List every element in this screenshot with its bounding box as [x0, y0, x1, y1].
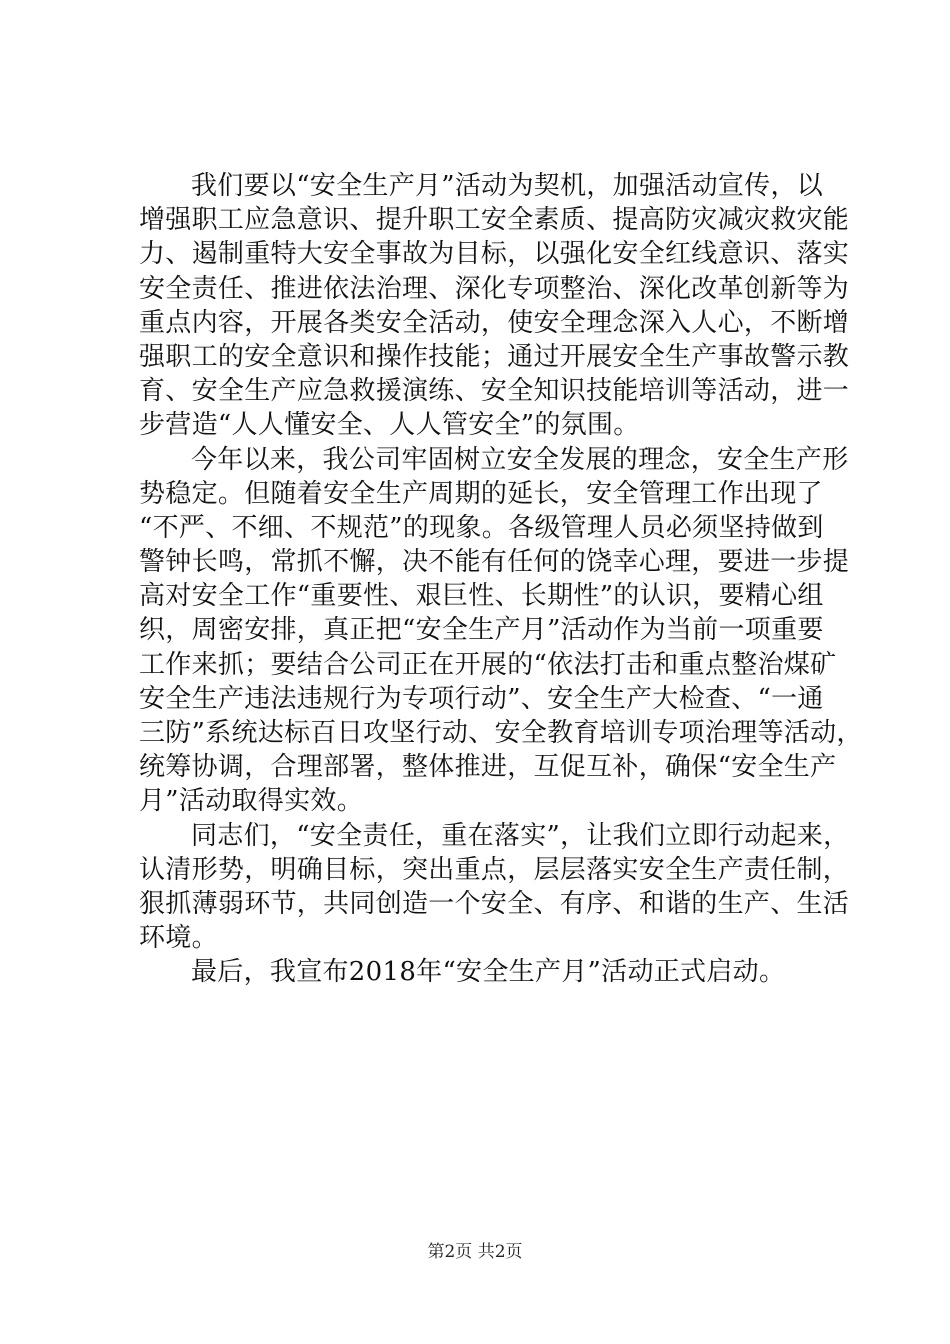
paragraph-4 — [139, 955, 841, 989]
text-line: 警钟长鸣，常抓不懈，决不能有任何的饶幸心理，要进一步提 — [139, 547, 850, 578]
text-line: 步营造“人人懂安全、人人管安全”的氛围。 — [139, 410, 640, 441]
text-line: 工作来抓；要结合公司正在开展的“依法打击和重点整治煤矿 — [139, 649, 837, 680]
text-line: 织，周密安排，真正把“安全生产月”活动作为当前一项重要 — [139, 615, 824, 646]
text-line: “不严、不细、不规范”的现象。各级管理人员必须坚持做到 — [139, 512, 824, 543]
text-line: 三防”系统达标百日攻坚行动、安全教育培训专项治理等活动， — [139, 718, 863, 748]
text-line: 增强职工应急意识、提升职工安全素质、提高防灾减灾救灾能 — [139, 205, 850, 236]
text-line: 势稳定。但随着安全生产周期的延长，安全管理工作出现了 — [139, 478, 823, 509]
text-line: 高对安全工作“重要性、艰巨性、长期性”的认识，要精心组 — [139, 581, 824, 612]
text-line: 安全责任、推进依法治理、深化专项整治、深化改革创新等为 — [139, 273, 850, 304]
text-line: 统筹协调，合理部署，整体推进，互促互补，确保“安全生产 — [139, 752, 837, 783]
text-line: 狠抓薄弱环节，共同创造一个安全、有序、和谐的生产、生活 — [139, 888, 850, 919]
text-line: 我们要以“安全生产月”活动为契机，加强活动宣传，以 — [191, 171, 824, 201]
text-line: 月”活动取得实效。 — [139, 786, 363, 817]
text-line: 重点内容，开展各类安全活动，使安全理念深入人心，不断增 — [139, 307, 850, 338]
page-number-indicator: 第2页 共2页 — [427, 1242, 523, 1262]
text-line: 今年以来，我公司牢固树立安全发展的理念，安全生产形 — [191, 444, 849, 475]
text-line: 最后，我宣布2018年“安全生产月”活动正式启动。 — [191, 957, 786, 988]
document-body — [139, 169, 863, 990]
page-footer — [0, 1242, 950, 1262]
text-line: 育、安全生产应急救援演练、安全知识技能培训等活动，进一 — [139, 376, 850, 407]
text-line: 环境。 — [139, 923, 218, 954]
paragraph-1 — [139, 169, 850, 443]
text-line: 强职工的安全意识和操作技能；通过开展安全生产事故警示教 — [139, 341, 850, 372]
text-line: 同志们，“安全责任，重在落实”，让我们立即行动起来， — [191, 820, 850, 851]
paragraph-3 — [139, 819, 850, 956]
text-line: 安全生产违法违规行为专项行动”、安全生产大检查、“一通 — [139, 683, 824, 714]
text-line: 力、遏制重特大安全事故为目标，以强化安全红线意识、落实 — [139, 239, 850, 270]
paragraph-2 — [139, 443, 863, 819]
text-line: 认清形势，明确目标，突出重点，层层落实安全生产责任制， — [139, 854, 850, 885]
